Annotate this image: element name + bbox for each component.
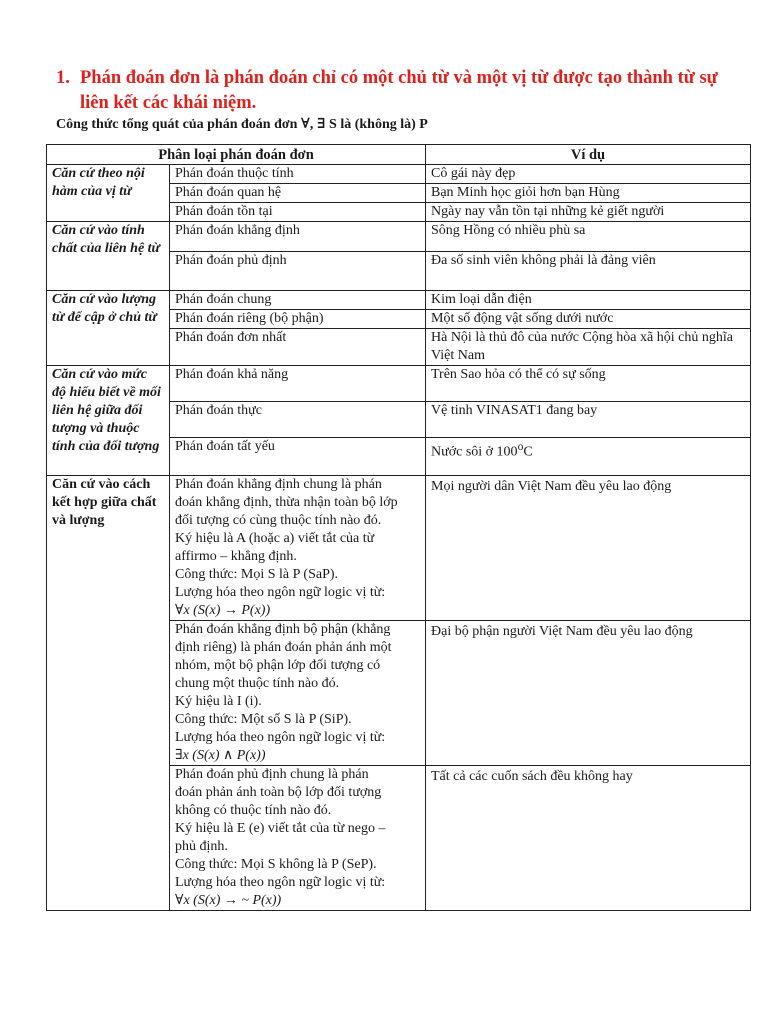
definition-line: Ký hiệu là E (e) viết tắt của từ nego –	[175, 821, 386, 836]
definition-line: Lượng hóa theo ngôn ngữ logic vị từ:	[175, 730, 386, 745]
type-cell: Phán đoán thực	[170, 402, 426, 438]
type-cell: Phán đoán thuộc tính	[170, 165, 426, 184]
type-cell: Phán đoán riêng (bộ phận)	[170, 310, 426, 329]
logic-formula: ∀x (S(x) → P(x))	[175, 603, 271, 618]
example-cell: Vệ tinh VINASAT1 đang bay	[426, 402, 751, 438]
category-cell: Căn cứ vào lượng từ để cập ở chủ từ	[47, 291, 170, 366]
type-cell: Phán đoán khẳng định	[170, 222, 426, 252]
degree-superscript: o	[517, 440, 524, 453]
header-example: Ví dụ	[426, 145, 751, 165]
definition-line: định riêng) là phán đoán phản ánh một	[175, 640, 392, 655]
definition-cell-a	[170, 476, 426, 621]
logic-formula: ∃x (S(x) ∧ P(x))	[175, 748, 266, 763]
definition-line: Phán đoán khẳng định chung là phán	[175, 477, 382, 492]
type-cell: Phán đoán tồn tại	[170, 203, 426, 222]
table-row	[47, 476, 751, 621]
example-cell: Đại bộ phận người Việt Nam đều yêu lao động	[426, 621, 751, 766]
definition-line: Lượng hóa theo ngôn ngữ logic vị từ:	[175, 875, 386, 890]
example-cell: Tất cả các cuốn sách đều không hay	[426, 766, 751, 911]
heading-number: 1.	[56, 68, 70, 88]
type-cell: Phán đoán khả năng	[170, 366, 426, 402]
table-row	[47, 222, 751, 252]
table-row	[47, 291, 751, 310]
example-cell: Ngày nay vẫn tồn tại những kẻ giết người	[426, 203, 751, 222]
table-row	[47, 366, 751, 402]
definition-line: nhóm, một bộ phận lớp đối tượng có	[175, 658, 381, 673]
definition-cell-i	[170, 621, 426, 766]
heading-text: Phán đoán đơn là phán đoán chỉ có một chủ từ và một vị từ được tạo thành từ sự liên kết các khái niệm.	[80, 68, 718, 113]
general-formula: Công thức tổng quát của phán đoán đơn ∀, ∃ S là (không là) P	[56, 117, 428, 132]
example-cell: Cô gái này đẹp	[426, 165, 751, 184]
definition-cell-e	[170, 766, 426, 911]
header-classification: Phân loại phán đoán đơn	[47, 145, 426, 165]
example-text: Nước sôi ở 100	[431, 444, 518, 460]
definition-line: Phán đoán khẳng định bộ phận (khẳng	[175, 622, 391, 637]
definition-line: Công thức: Một số S là P (SiP).	[175, 712, 352, 727]
classification-table	[46, 144, 751, 911]
example-cell	[426, 438, 751, 476]
definition-line: Lượng hóa theo ngôn ngữ logic vị từ:	[175, 585, 386, 600]
example-cell: Bạn Minh học giỏi hơn bạn Hùng	[426, 184, 751, 203]
type-cell: Phán đoán phủ định	[170, 252, 426, 291]
category-cell: Căn cứ theo nội hàm của vị từ	[47, 165, 170, 222]
definition-line: đoán phản ánh toàn bộ lớp đối tượng	[175, 785, 382, 800]
definition-line: không có thuộc tính nào đó.	[175, 803, 332, 818]
definition-line: Công thức: Mọi S là P (SaP).	[175, 567, 339, 582]
definition-line: phủ định.	[175, 839, 228, 854]
type-cell: Phán đoán quan hệ	[170, 184, 426, 203]
category-cell: Căn cứ vào tính chất của liên hệ từ	[47, 222, 170, 291]
table-header-row	[47, 145, 751, 165]
definition-line: Ký hiệu là I (i).	[175, 694, 262, 709]
definition-line: đối tượng có cùng thuộc tính nào đó.	[175, 513, 382, 528]
type-cell: Phán đoán tất yếu	[170, 438, 426, 476]
example-cell: Trên Sao hỏa có thể có sự sống	[426, 366, 751, 402]
logic-formula: ∀x (S(x) → ~ P(x))	[175, 893, 282, 908]
type-cell: Phán đoán chung	[170, 291, 426, 310]
category-cell: Căn cứ vào cách kết hợp giữa chất và lượng	[47, 476, 170, 911]
definition-line: Ký hiệu là A (hoặc a) viết tắt của từ	[175, 531, 375, 546]
example-cell: Kim loại dẫn điện	[426, 291, 751, 310]
type-cell: Phán đoán đơn nhất	[170, 329, 426, 366]
category-cell: Căn cứ vào mức độ hiểu biết về mối liên hệ giữa đối tượng và thuộc tính của đối tượng	[47, 366, 170, 476]
example-unit: C	[523, 444, 533, 460]
definition-line: Công thức: Mọi S không là P (SeP).	[175, 857, 377, 872]
table-row	[47, 165, 751, 184]
example-cell: Sông Hồng có nhiều phù sa	[426, 222, 751, 252]
definition-line: đoán khẳng định, thừa nhận toàn bộ lớp	[175, 495, 398, 510]
example-cell: Đa số sinh viên không phải là đảng viên	[426, 252, 751, 291]
example-cell: Mọi người dân Việt Nam đều yêu lao động	[426, 476, 751, 621]
section-heading	[56, 66, 746, 116]
definition-line: Phán đoán phủ định chung là phán	[175, 767, 369, 782]
definition-line: affirmo – khẳng định.	[175, 549, 297, 564]
example-cell: Hà Nội là thủ đô của nước Cộng hòa xã hội chủ nghĩa Việt Nam	[426, 329, 751, 366]
example-cell: Một số động vật sống dưới nước	[426, 310, 751, 329]
definition-line: chung một thuộc tính nào đó.	[175, 676, 340, 691]
